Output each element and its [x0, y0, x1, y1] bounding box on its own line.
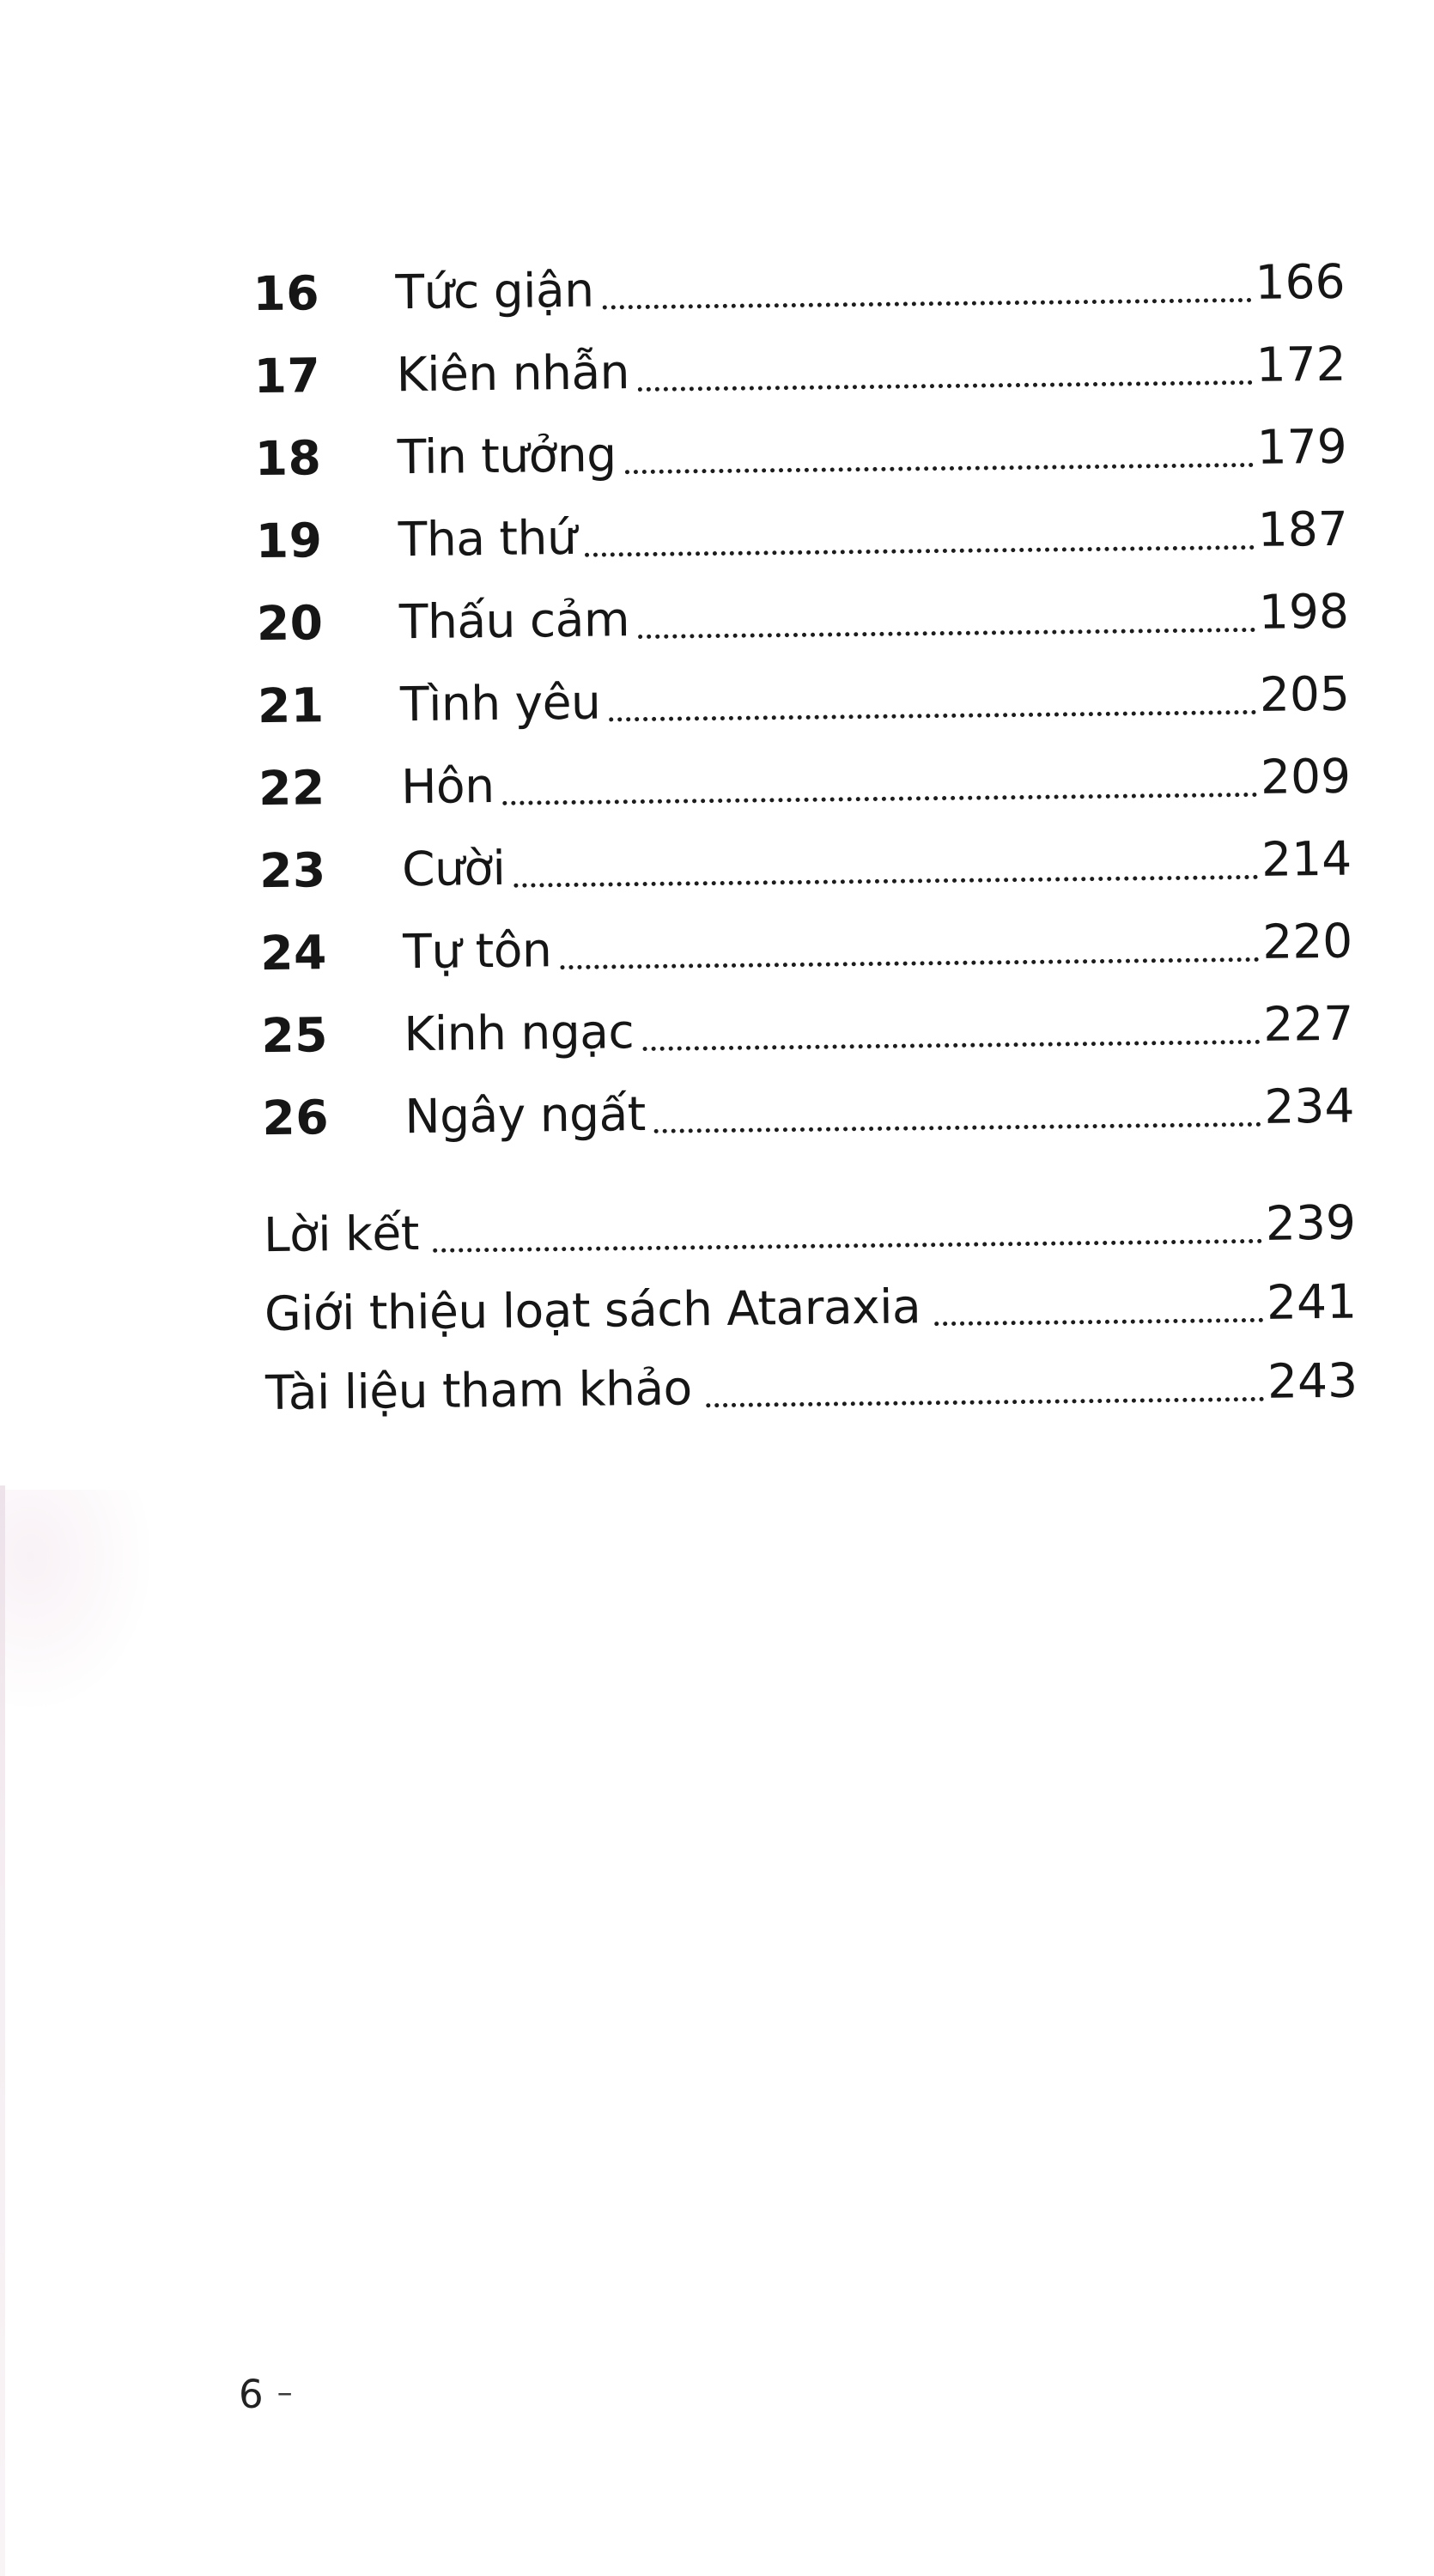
toc-row: [254, 405, 1347, 500]
toc-row: [265, 1341, 1358, 1432]
toc-section-title: Giới thiệu loạt sách Ataraxia: [264, 1279, 921, 1342]
toc-chapter-number: 19: [255, 513, 323, 569]
toc-chapter-title: Cười: [401, 840, 506, 897]
dot-leader: [610, 709, 1257, 721]
dot-leader: [603, 297, 1252, 309]
chapter-list: [252, 240, 1355, 1159]
toc-chapter-title: Ngây ngất: [404, 1086, 647, 1145]
toc-row: [256, 570, 1349, 665]
table-of-contents: [0, 240, 1434, 1436]
toc-chapter-number: 22: [258, 760, 326, 817]
dot-leader: [706, 1396, 1264, 1406]
toc-chapter-number: 23: [258, 842, 327, 899]
toc-page-number: 205: [1259, 665, 1351, 722]
toc-chapter-title: Kinh ngạc: [404, 1004, 635, 1062]
toc-page-number: 243: [1267, 1352, 1358, 1409]
toc-section-title: Tài liệu tham khảo: [264, 1360, 693, 1421]
toc-section-title: Lời kết: [263, 1206, 420, 1263]
toc-page-number: 234: [1264, 1078, 1355, 1134]
toc-page-number: 198: [1258, 583, 1350, 640]
toc-chapter-title: Hôn: [400, 757, 495, 815]
toc-page-number: 209: [1260, 748, 1352, 805]
toc-chapter-number: 16: [252, 265, 320, 322]
footer-page-number: 6: [239, 2372, 265, 2417]
toc-chapter-title: Tin tưởng: [397, 427, 617, 485]
toc-chapter-number: 21: [257, 677, 325, 734]
toc-page-number: 179: [1256, 418, 1348, 475]
dot-leader: [638, 627, 1255, 638]
toc-chapter-title: Tình yêu: [399, 674, 601, 732]
dot-leader: [514, 874, 1259, 887]
toc-page-number: 172: [1255, 336, 1346, 392]
toc-row: [261, 982, 1354, 1077]
toc-chapter-number: 26: [262, 1090, 330, 1146]
dot-leader: [503, 792, 1258, 805]
toc-chapter-title: Tức giận: [395, 262, 594, 320]
toc-chapter-number: 17: [253, 348, 321, 404]
toc-page-number: 166: [1255, 253, 1346, 310]
toc-row: [264, 1262, 1358, 1353]
toc-row: [257, 653, 1350, 747]
dot-leader: [934, 1317, 1263, 1325]
toc-page-number: 227: [1262, 995, 1354, 1052]
toc-row: [262, 1065, 1355, 1159]
scan-artifact-strip: [0, 1485, 5, 2576]
toc-page-number: 241: [1266, 1273, 1358, 1330]
toc-row: [253, 323, 1346, 417]
toc-chapter-number: 25: [261, 1007, 329, 1064]
dot-leader: [433, 1238, 1262, 1252]
dot-leader: [654, 1121, 1261, 1133]
toc-chapter-number: 24: [259, 925, 328, 981]
toc-page-number: 187: [1257, 501, 1349, 557]
toc-chapter-title: Tha thứ: [398, 509, 577, 568]
toc-row: [260, 900, 1353, 994]
toc-row: [259, 817, 1352, 912]
toc-row: [263, 1183, 1356, 1274]
dot-leader: [625, 462, 1254, 473]
toc-chapter-title: Kiên nhẫn: [396, 344, 630, 403]
toc-chapter-title: Tự tôn: [402, 922, 552, 980]
toc-page-number: 239: [1265, 1194, 1357, 1251]
dot-leader: [585, 544, 1255, 556]
toc-chapter-number: 18: [254, 430, 322, 487]
dot-leader: [638, 380, 1253, 391]
dot-leader: [560, 957, 1259, 969]
back-matter-list: [263, 1183, 1358, 1432]
footer-dash: –: [276, 2375, 295, 2410]
toc-chapter-title: Thấu cảm: [398, 592, 630, 650]
toc-page-number: 214: [1261, 830, 1352, 887]
dot-leader: [642, 1039, 1260, 1050]
toc-row: [258, 735, 1352, 829]
toc-page-number: 220: [1261, 913, 1353, 969]
toc-row: [252, 240, 1346, 335]
toc-row: [255, 488, 1348, 582]
toc-chapter-number: 20: [256, 595, 324, 652]
scan-artifact-blotch: [0, 1490, 155, 1713]
page-footer: [239, 2372, 295, 2417]
